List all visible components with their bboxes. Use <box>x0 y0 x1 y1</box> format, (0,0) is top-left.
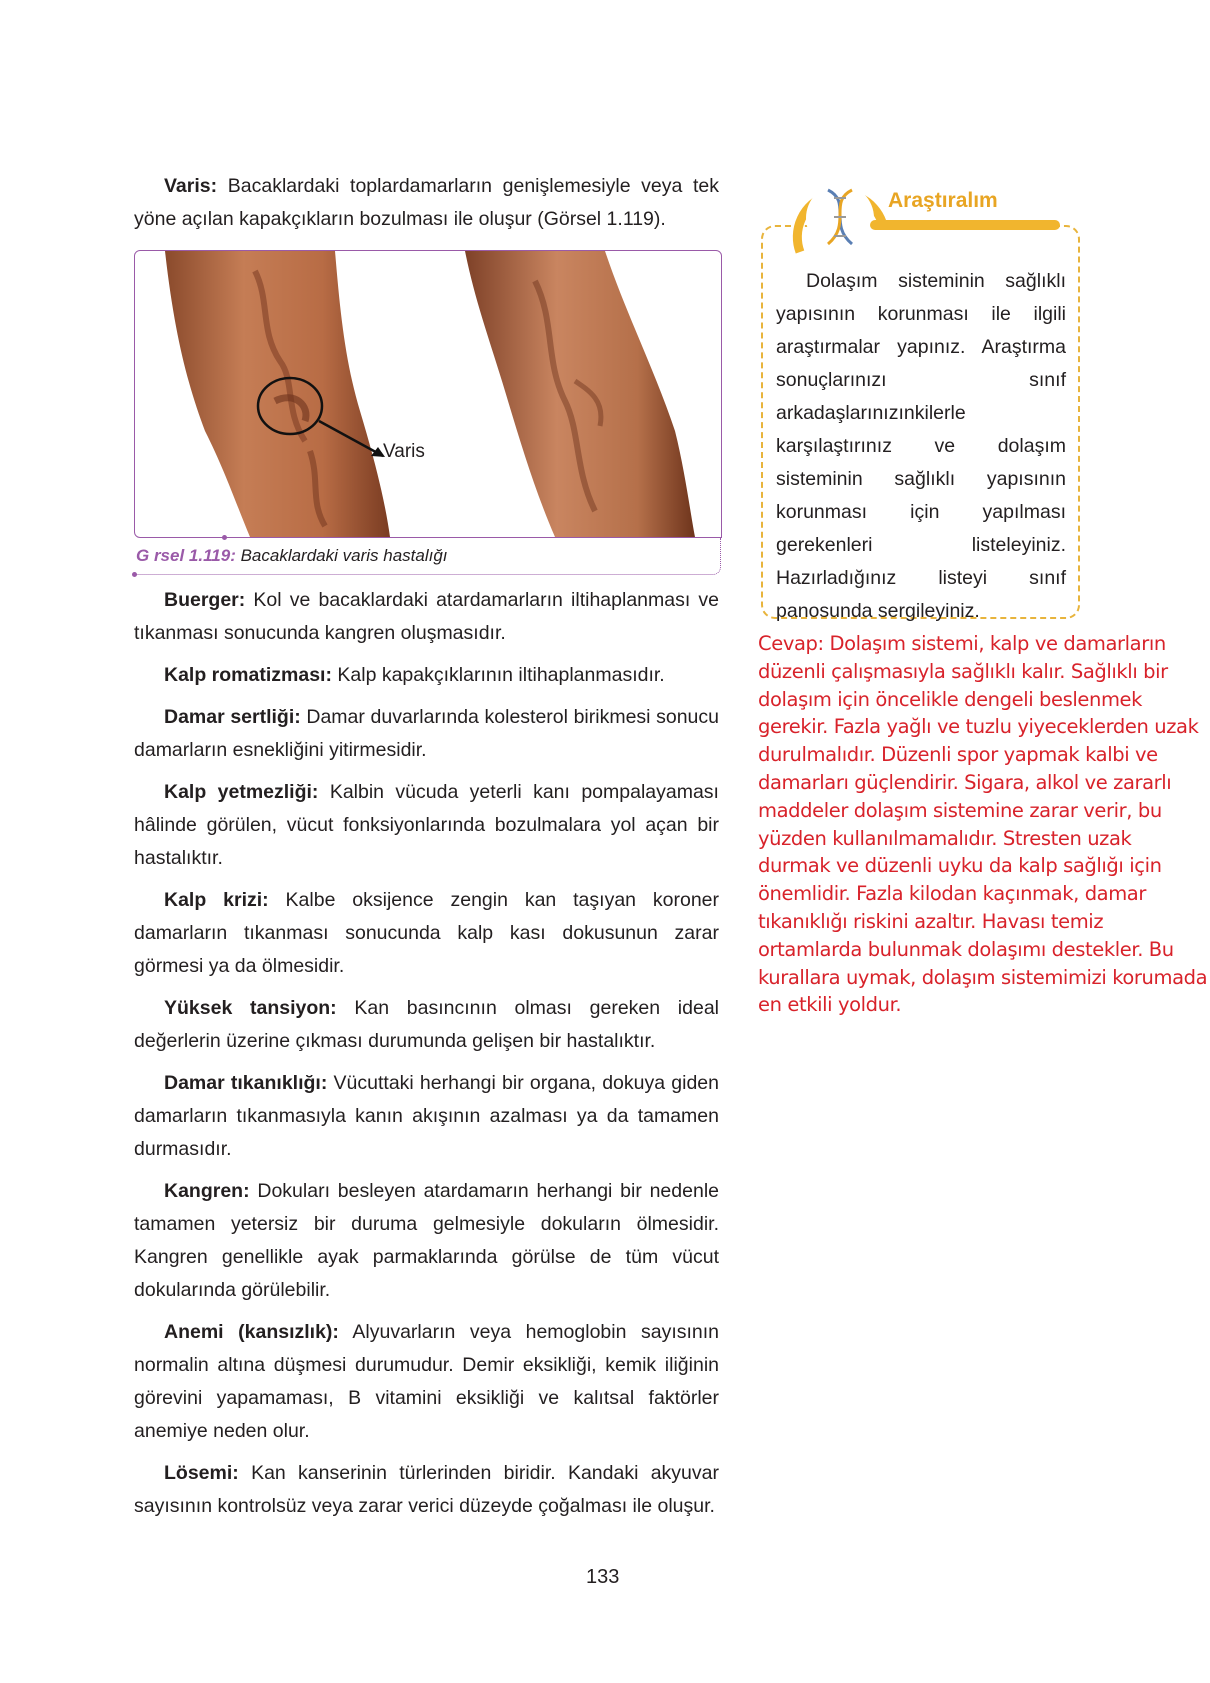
caption-dot <box>222 535 227 540</box>
intro-paragraph <box>134 170 719 236</box>
answer-text: Cevap: Dolaşım sistemi, kalp ve damarların düzenli çalışmasıyla sağlıklı kalır. Sağlıklı bir dolaşım için öncelikle dengeli beslenmek gerekir. Fazla yağlı ve tuzlu yiyeceklerden uzak durulmalıdır. Düzenli spor yapmak kalbi ve damarları güçlendirir. Sigara, alkol ve zararlı maddeler dolaşım sistemine zarar verir, bu yüzden kullanılmamalıdır. Stresten uzak durmak ve düzenli uyku da kalp sağlığı için önemlidir. Fazla kilodan kaçınmak, damar tıkanıklığı riskini azaltır. Havası temiz ortamlarda bulunmak dolaşımı destekler. Bu kurallara uymak, dolaşım sistemimizi korumada en etkili yoldur. <box>758 632 1208 1017</box>
list-item: Yüksek tansiyon: Kan basıncının olması gereken ideal değerlerin üzerine çıkması durumunda gelişen bir hastalıktır. <box>134 997 720 1052</box>
page-number: 133 <box>586 1566 620 1588</box>
list-item: Kangren: Dokuları besleyen atardamarın herhangi bir nedenle tamamen yetersiz bir duruma gelmesiyle dokuların ölmesidir. Kangren genellikle ayak parmaklarında görülse de tüm vücut dokularında görülebilir. <box>134 1180 719 1301</box>
research-text: Dolaşım sisteminin sağlıklı yapısının korunması ile ilgili araştırmalar yapınız. Araştırma sonuçlarınızı sınıf arkadaşlarınızınkilerle karşılaştırınız ve dolaşım sisteminin sağlıklı yapısının korunması için yapılması gerekenleri listeleyiniz. Hazırladığınız listeyi sınıf panosunda sergileyiniz. <box>776 270 1066 622</box>
list-item: Lösemi: Kan kanserinin türlerinden biridir. Kandaki akyuvar sayısının kontrolsüz veya zarar verici düzeyde çoğalması ile oluşur. <box>134 1462 719 1517</box>
varicose-legs-photo <box>135 251 721 537</box>
caption-text: Bacaklardaki varis hastalığı <box>235 546 448 565</box>
intro-term: Varis: <box>164 175 218 197</box>
dna-badge-icon <box>790 172 890 262</box>
intro-section <box>134 170 719 236</box>
research-title-bar <box>870 220 1060 230</box>
list-item: Anemi (kansızlık): Alyuvarların veya hemoglobin sayısının normalin altına düşmesi durumudur. Demir eksikliği, kemik iliğinin görevini yapamaması, B vitamini eksikliği ve kalıtsal faktörler anemiye neden olur. <box>134 1321 720 1442</box>
varicose-figure <box>134 250 722 538</box>
list-item: Buerger: Kol ve bacaklardaki atardamarların iltihaplanması ve tıkanması sonucunda kangren oluşmasıdır. <box>134 589 719 644</box>
figure-caption <box>136 546 448 566</box>
list-item: Damar tıkanıklığı: Vücuttaki herhangi bir organa, dokuya giden damarların tıkanmasıyla kanın akışının azalması ya da tamamen durmasıdır. <box>134 1072 719 1160</box>
intro-text: Bacaklardaki toplardamarların genişlemesiyle veya tek yöne açılan kapakçıkların bozulması ile oluşur (Görsel 1.119). <box>134 175 720 230</box>
varis-label: Varis <box>383 441 425 462</box>
term-list <box>134 584 719 1532</box>
research-title: Araştıralım <box>888 189 998 212</box>
caption-dot <box>132 572 137 577</box>
list-item: Kalp krizi: Kalbe oksijence zengin kan taşıyan koroner damarların tıkanması sonucunda kalp kası dokusunun zarar görmesi ya da ölmesidir. <box>134 889 720 977</box>
caption-number: G rsel 1.119: <box>136 546 236 565</box>
list-item: Kalp yetmezliği: Kalbin vücuda yeterli kanı pompalayaması hâlinde görülen, vücut fonksiyonlarında bozulmalara yol açan bir hastalıktır. <box>134 781 719 869</box>
list-item: Damar sertliği: Damar duvarlarında kolesterol birikmesi sonucu damarların esnekliğini yitirmesidir. <box>134 706 719 761</box>
list-item: Kalp romatizması: Kalp kapakçıklarının iltihaplanmasıdır. <box>164 664 665 686</box>
